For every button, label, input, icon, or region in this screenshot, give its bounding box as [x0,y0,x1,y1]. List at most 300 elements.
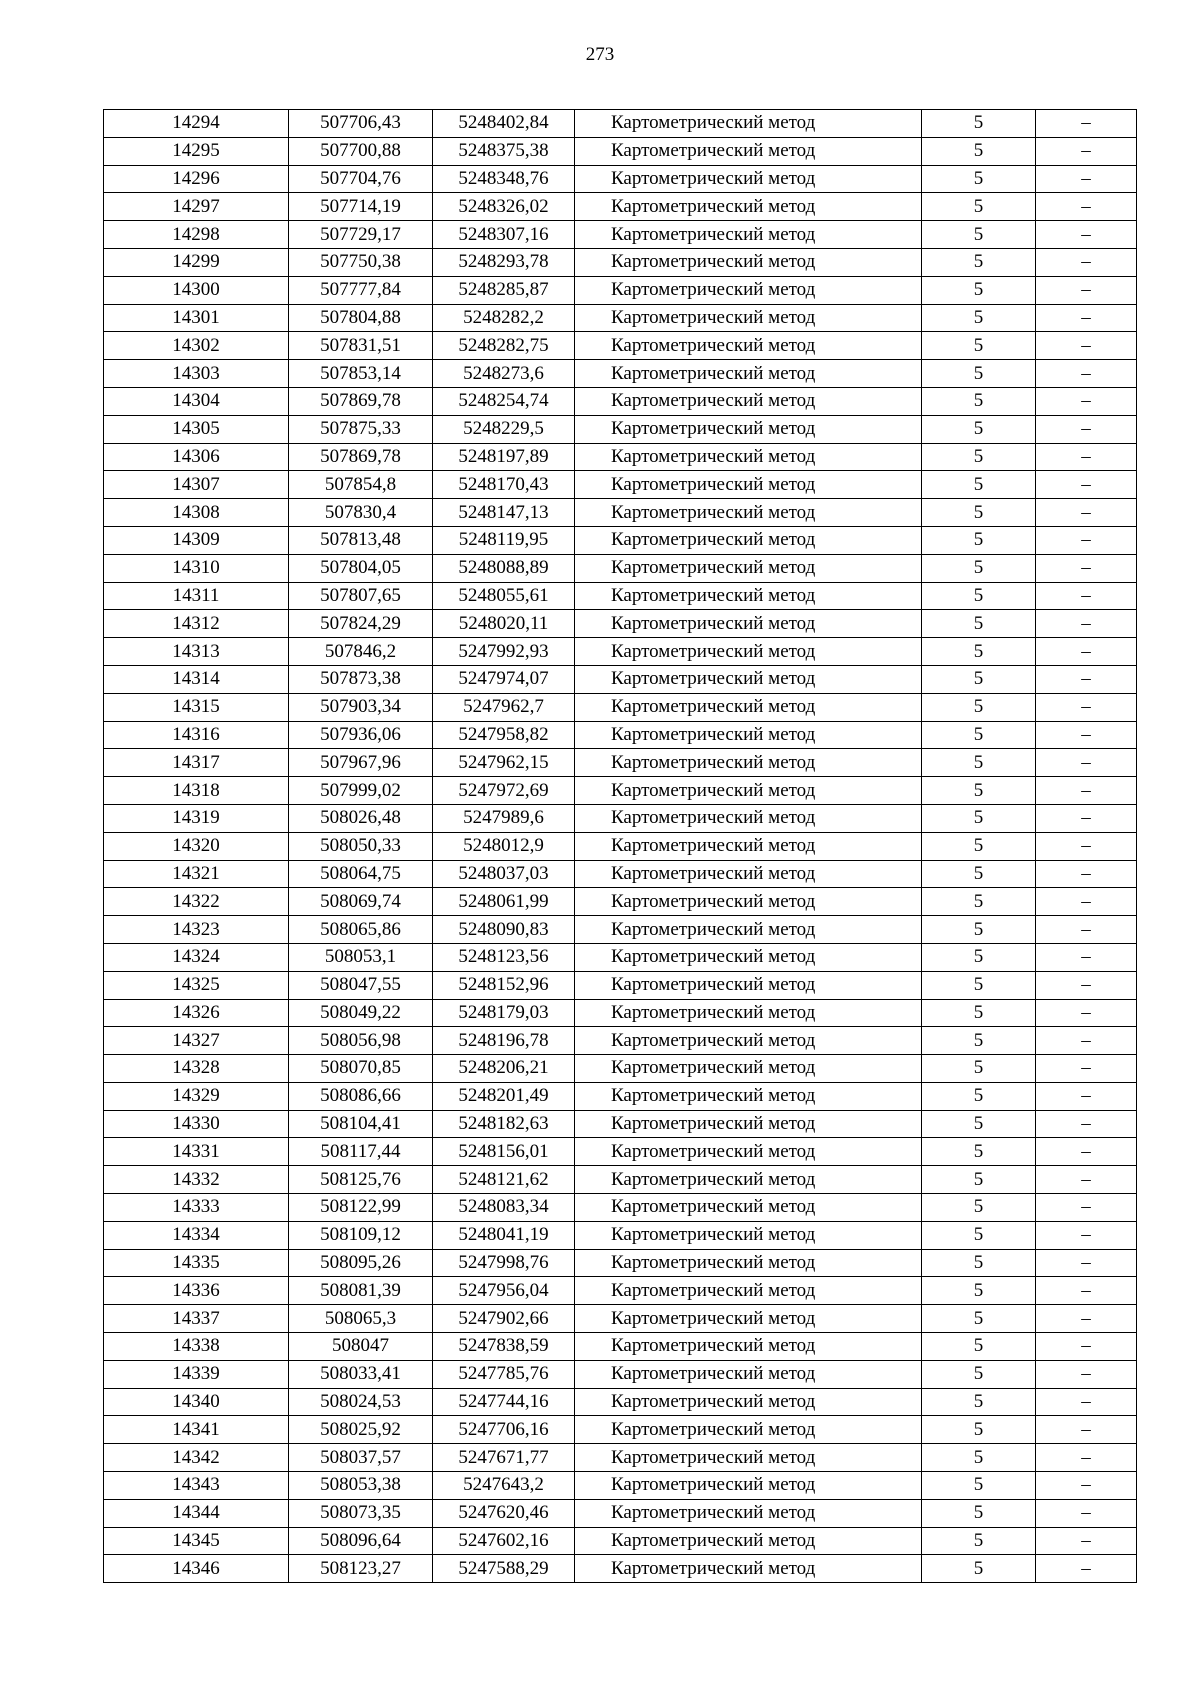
point-number-cell: 14314 [104,665,289,693]
accuracy-cell: 5 [922,1555,1036,1583]
point-number-cell: 14301 [104,304,289,332]
note-cell: – [1036,1444,1137,1472]
x-coordinate-cell: 507967,96 [289,749,433,777]
method-cell: Картометрический метод [575,1055,922,1083]
accuracy-cell: 5 [922,582,1036,610]
point-number-cell: 14311 [104,582,289,610]
note-cell: – [1036,1499,1137,1527]
table-row [104,1110,1137,1138]
accuracy-cell: 5 [922,1221,1036,1249]
y-coordinate-cell: 5247962,15 [433,749,575,777]
table-row [104,360,1137,388]
point-number-cell: 14335 [104,1249,289,1277]
method-cell: Картометрический метод [575,832,922,860]
point-number-cell: 14336 [104,1277,289,1305]
method-cell: Картометрический метод [575,860,922,888]
method-cell: Картометрический метод [575,1194,922,1222]
accuracy-cell: 5 [922,332,1036,360]
table-row [104,193,1137,221]
method-cell: Картометрический метод [575,1444,922,1472]
method-cell: Картометрический метод [575,1221,922,1249]
note-cell: – [1036,1360,1137,1388]
table-row [104,1444,1137,1472]
y-coordinate-cell: 5247974,07 [433,665,575,693]
y-coordinate-cell: 5248041,19 [433,1221,575,1249]
note-cell: – [1036,749,1137,777]
point-number-cell: 14307 [104,471,289,499]
note-cell: – [1036,1138,1137,1166]
table-row [104,693,1137,721]
table-row [104,804,1137,832]
point-number-cell: 14304 [104,387,289,415]
accuracy-cell: 5 [922,165,1036,193]
method-cell: Картометрический метод [575,387,922,415]
y-coordinate-cell: 5248088,89 [433,554,575,582]
table-row [104,777,1137,805]
method-cell: Картометрический метод [575,193,922,221]
x-coordinate-cell: 507854,8 [289,471,433,499]
accuracy-cell: 5 [922,860,1036,888]
accuracy-cell: 5 [922,665,1036,693]
x-coordinate-cell: 508050,33 [289,832,433,860]
x-coordinate-cell: 508037,57 [289,1444,433,1472]
table-row [104,888,1137,916]
method-cell: Картометрический метод [575,332,922,360]
x-coordinate-cell: 507729,17 [289,221,433,249]
note-cell: – [1036,304,1137,332]
table-row [104,332,1137,360]
table-row [104,1082,1137,1110]
method-cell: Картометрический метод [575,1027,922,1055]
accuracy-cell: 5 [922,471,1036,499]
note-cell: – [1036,387,1137,415]
note-cell: – [1036,1249,1137,1277]
accuracy-cell: 5 [922,971,1036,999]
y-coordinate-cell: 5248012,9 [433,832,575,860]
accuracy-cell: 5 [922,276,1036,304]
table-row [104,1277,1137,1305]
method-cell: Картометрический метод [575,749,922,777]
point-number-cell: 14299 [104,248,289,276]
note-cell: – [1036,610,1137,638]
table-row [104,526,1137,554]
note-cell: – [1036,665,1137,693]
y-coordinate-cell: 5247956,04 [433,1277,575,1305]
page-number: 273 [585,44,615,65]
note-cell: – [1036,332,1137,360]
point-number-cell: 14309 [104,526,289,554]
x-coordinate-cell: 508026,48 [289,804,433,832]
x-coordinate-cell: 508049,22 [289,999,433,1027]
note-cell: – [1036,443,1137,471]
point-number-cell: 14342 [104,1444,289,1472]
y-coordinate-cell: 5247989,6 [433,804,575,832]
point-number-cell: 14329 [104,1082,289,1110]
accuracy-cell: 5 [922,804,1036,832]
x-coordinate-cell: 507714,19 [289,193,433,221]
point-number-cell: 14313 [104,638,289,666]
x-coordinate-cell: 507777,84 [289,276,433,304]
x-coordinate-cell: 508073,35 [289,1499,433,1527]
method-cell: Картометрический метод [575,1527,922,1555]
note-cell: – [1036,582,1137,610]
x-coordinate-cell: 508109,12 [289,1221,433,1249]
y-coordinate-cell: 5247643,2 [433,1472,575,1500]
x-coordinate-cell: 508053,38 [289,1472,433,1500]
y-coordinate-cell: 5248061,99 [433,888,575,916]
table-row [104,1138,1137,1166]
x-coordinate-cell: 507873,38 [289,665,433,693]
x-coordinate-cell: 508125,76 [289,1166,433,1194]
accuracy-cell: 5 [922,638,1036,666]
table-row [104,638,1137,666]
coordinates-table-body [104,110,1137,1583]
method-cell: Картометрический метод [575,638,922,666]
note-cell: – [1036,1527,1137,1555]
x-coordinate-cell: 508104,41 [289,1110,433,1138]
note-cell: – [1036,860,1137,888]
table-row [104,1027,1137,1055]
note-cell: – [1036,943,1137,971]
note-cell: – [1036,1472,1137,1500]
point-number-cell: 14322 [104,888,289,916]
table-row [104,1194,1137,1222]
y-coordinate-cell: 5247785,76 [433,1360,575,1388]
accuracy-cell: 5 [922,1360,1036,1388]
point-number-cell: 14319 [104,804,289,832]
note-cell: – [1036,1110,1137,1138]
note-cell: – [1036,832,1137,860]
table-row [104,1055,1137,1083]
y-coordinate-cell: 5248197,89 [433,443,575,471]
table-row [104,749,1137,777]
accuracy-cell: 5 [922,499,1036,527]
note-cell: – [1036,777,1137,805]
accuracy-cell: 5 [922,749,1036,777]
table-row [104,971,1137,999]
point-number-cell: 14315 [104,693,289,721]
note-cell: – [1036,110,1137,138]
method-cell: Картометрический метод [575,582,922,610]
y-coordinate-cell: 5248375,38 [433,137,575,165]
point-number-cell: 14337 [104,1305,289,1333]
y-coordinate-cell: 5247962,7 [433,693,575,721]
method-cell: Картометрический метод [575,471,922,499]
table-row [104,387,1137,415]
note-cell: – [1036,165,1137,193]
method-cell: Картометрический метод [575,916,922,944]
point-number-cell: 14316 [104,721,289,749]
table-row [104,415,1137,443]
x-coordinate-cell: 507830,4 [289,499,433,527]
y-coordinate-cell: 5248083,34 [433,1194,575,1222]
method-cell: Картометрический метод [575,526,922,554]
method-cell: Картометрический метод [575,971,922,999]
note-cell: – [1036,1305,1137,1333]
note-cell: – [1036,638,1137,666]
x-coordinate-cell: 508025,92 [289,1416,433,1444]
point-number-cell: 14294 [104,110,289,138]
method-cell: Картометрический метод [575,443,922,471]
table-row [104,999,1137,1027]
accuracy-cell: 5 [922,1472,1036,1500]
table-row [104,1360,1137,1388]
table-row [104,610,1137,638]
point-number-cell: 14318 [104,777,289,805]
y-coordinate-cell: 5248229,5 [433,415,575,443]
table-row [104,916,1137,944]
point-number-cell: 14345 [104,1527,289,1555]
note-cell: – [1036,1082,1137,1110]
x-coordinate-cell: 508065,3 [289,1305,433,1333]
x-coordinate-cell: 508096,64 [289,1527,433,1555]
x-coordinate-cell: 507750,38 [289,248,433,276]
table-row [104,554,1137,582]
x-coordinate-cell: 507999,02 [289,777,433,805]
x-coordinate-cell: 507875,33 [289,415,433,443]
table-row [104,221,1137,249]
y-coordinate-cell: 5248273,6 [433,360,575,388]
x-coordinate-cell: 507869,78 [289,443,433,471]
x-coordinate-cell: 508095,26 [289,1249,433,1277]
method-cell: Картометрический метод [575,1499,922,1527]
y-coordinate-cell: 5248326,02 [433,193,575,221]
accuracy-cell: 5 [922,693,1036,721]
accuracy-cell: 5 [922,1055,1036,1083]
y-coordinate-cell: 5248055,61 [433,582,575,610]
y-coordinate-cell: 5248348,76 [433,165,575,193]
y-coordinate-cell: 5248293,78 [433,248,575,276]
accuracy-cell: 5 [922,1444,1036,1472]
table-row [104,1499,1137,1527]
table-row [104,1416,1137,1444]
method-cell: Картометрический метод [575,1249,922,1277]
y-coordinate-cell: 5248156,01 [433,1138,575,1166]
point-number-cell: 14300 [104,276,289,304]
method-cell: Картометрический метод [575,110,922,138]
x-coordinate-cell: 508065,86 [289,916,433,944]
y-coordinate-cell: 5247972,69 [433,777,575,805]
method-cell: Картометрический метод [575,888,922,916]
x-coordinate-cell: 508024,53 [289,1388,433,1416]
x-coordinate-cell: 508047 [289,1333,433,1361]
note-cell: – [1036,193,1137,221]
accuracy-cell: 5 [922,1416,1036,1444]
x-coordinate-cell: 508123,27 [289,1555,433,1583]
note-cell: – [1036,1388,1137,1416]
table-row [104,665,1137,693]
point-number-cell: 14330 [104,1110,289,1138]
note-cell: – [1036,1221,1137,1249]
x-coordinate-cell: 507813,48 [289,526,433,554]
y-coordinate-cell: 5248206,21 [433,1055,575,1083]
accuracy-cell: 5 [922,1499,1036,1527]
method-cell: Картометрический метод [575,777,922,805]
method-cell: Картометрический метод [575,999,922,1027]
method-cell: Картометрический метод [575,360,922,388]
y-coordinate-cell: 5248254,74 [433,387,575,415]
y-coordinate-cell: 5248147,13 [433,499,575,527]
y-coordinate-cell: 5248119,95 [433,526,575,554]
point-number-cell: 14333 [104,1194,289,1222]
accuracy-cell: 5 [922,1388,1036,1416]
y-coordinate-cell: 5248179,03 [433,999,575,1027]
note-cell: – [1036,804,1137,832]
point-number-cell: 14334 [104,1221,289,1249]
table-row [104,304,1137,332]
x-coordinate-cell: 508069,74 [289,888,433,916]
y-coordinate-cell: 5248282,2 [433,304,575,332]
method-cell: Картометрический метод [575,1388,922,1416]
x-coordinate-cell: 508070,85 [289,1055,433,1083]
point-number-cell: 14339 [104,1360,289,1388]
accuracy-cell: 5 [922,832,1036,860]
method-cell: Картометрический метод [575,1110,922,1138]
x-coordinate-cell: 507853,14 [289,360,433,388]
note-cell: – [1036,137,1137,165]
note-cell: – [1036,415,1137,443]
point-number-cell: 14305 [104,415,289,443]
y-coordinate-cell: 5247744,16 [433,1388,575,1416]
method-cell: Картометрический метод [575,554,922,582]
y-coordinate-cell: 5248090,83 [433,916,575,944]
point-number-cell: 14306 [104,443,289,471]
y-coordinate-cell: 5247992,93 [433,638,575,666]
note-cell: – [1036,248,1137,276]
note-cell: – [1036,721,1137,749]
point-number-cell: 14325 [104,971,289,999]
y-coordinate-cell: 5247902,66 [433,1305,575,1333]
note-cell: – [1036,471,1137,499]
table-row [104,582,1137,610]
note-cell: – [1036,221,1137,249]
table-row [104,248,1137,276]
accuracy-cell: 5 [922,554,1036,582]
note-cell: – [1036,1555,1137,1583]
method-cell: Картометрический метод [575,248,922,276]
y-coordinate-cell: 5247602,16 [433,1527,575,1555]
x-coordinate-cell: 507704,76 [289,165,433,193]
y-coordinate-cell: 5248121,62 [433,1166,575,1194]
point-number-cell: 14344 [104,1499,289,1527]
point-number-cell: 14332 [104,1166,289,1194]
y-coordinate-cell: 5248307,16 [433,221,575,249]
table-row [104,1527,1137,1555]
y-coordinate-cell: 5248123,56 [433,943,575,971]
accuracy-cell: 5 [922,1333,1036,1361]
table-row [104,832,1137,860]
accuracy-cell: 5 [922,360,1036,388]
method-cell: Картометрический метод [575,1472,922,1500]
x-coordinate-cell: 507903,34 [289,693,433,721]
y-coordinate-cell: 5248402,84 [433,110,575,138]
point-number-cell: 14310 [104,554,289,582]
accuracy-cell: 5 [922,1527,1036,1555]
y-coordinate-cell: 5247998,76 [433,1249,575,1277]
note-cell: – [1036,276,1137,304]
y-coordinate-cell: 5247671,77 [433,1444,575,1472]
point-number-cell: 14297 [104,193,289,221]
method-cell: Картометрический метод [575,1360,922,1388]
point-number-cell: 14338 [104,1333,289,1361]
note-cell: – [1036,999,1137,1027]
y-coordinate-cell: 5247706,16 [433,1416,575,1444]
accuracy-cell: 5 [922,1110,1036,1138]
x-coordinate-cell: 508081,39 [289,1277,433,1305]
method-cell: Картометрический метод [575,1277,922,1305]
accuracy-cell: 5 [922,526,1036,554]
accuracy-cell: 5 [922,888,1036,916]
note-cell: – [1036,1166,1137,1194]
point-number-cell: 14327 [104,1027,289,1055]
point-number-cell: 14317 [104,749,289,777]
table-row [104,137,1137,165]
y-coordinate-cell: 5248037,03 [433,860,575,888]
accuracy-cell: 5 [922,221,1036,249]
y-coordinate-cell: 5248020,11 [433,610,575,638]
point-number-cell: 14308 [104,499,289,527]
x-coordinate-cell: 507936,06 [289,721,433,749]
note-cell: – [1036,971,1137,999]
note-cell: – [1036,888,1137,916]
y-coordinate-cell: 5248170,43 [433,471,575,499]
table-row [104,276,1137,304]
note-cell: – [1036,1277,1137,1305]
note-cell: – [1036,1027,1137,1055]
method-cell: Картометрический метод [575,499,922,527]
y-coordinate-cell: 5248182,63 [433,1110,575,1138]
point-number-cell: 14298 [104,221,289,249]
x-coordinate-cell: 507804,05 [289,554,433,582]
point-number-cell: 14312 [104,610,289,638]
coordinates-table [103,109,1137,1583]
point-number-cell: 14321 [104,860,289,888]
point-number-cell: 14326 [104,999,289,1027]
method-cell: Картометрический метод [575,304,922,332]
x-coordinate-cell: 508053,1 [289,943,433,971]
x-coordinate-cell: 507824,29 [289,610,433,638]
accuracy-cell: 5 [922,943,1036,971]
table-row [104,471,1137,499]
method-cell: Картометрический метод [575,721,922,749]
y-coordinate-cell: 5248196,78 [433,1027,575,1055]
y-coordinate-cell: 5248285,87 [433,276,575,304]
point-number-cell: 14320 [104,832,289,860]
accuracy-cell: 5 [922,999,1036,1027]
accuracy-cell: 5 [922,1249,1036,1277]
accuracy-cell: 5 [922,248,1036,276]
y-coordinate-cell: 5248282,75 [433,332,575,360]
accuracy-cell: 5 [922,443,1036,471]
accuracy-cell: 5 [922,1166,1036,1194]
accuracy-cell: 5 [922,1138,1036,1166]
x-coordinate-cell: 508056,98 [289,1027,433,1055]
point-number-cell: 14303 [104,360,289,388]
accuracy-cell: 5 [922,137,1036,165]
point-number-cell: 14328 [104,1055,289,1083]
method-cell: Картометрический метод [575,1416,922,1444]
x-coordinate-cell: 507807,65 [289,582,433,610]
y-coordinate-cell: 5247958,82 [433,721,575,749]
accuracy-cell: 5 [922,1305,1036,1333]
point-number-cell: 14302 [104,332,289,360]
accuracy-cell: 5 [922,110,1036,138]
method-cell: Картометрический метод [575,1333,922,1361]
x-coordinate-cell: 507804,88 [289,304,433,332]
accuracy-cell: 5 [922,1082,1036,1110]
note-cell: – [1036,360,1137,388]
accuracy-cell: 5 [922,304,1036,332]
